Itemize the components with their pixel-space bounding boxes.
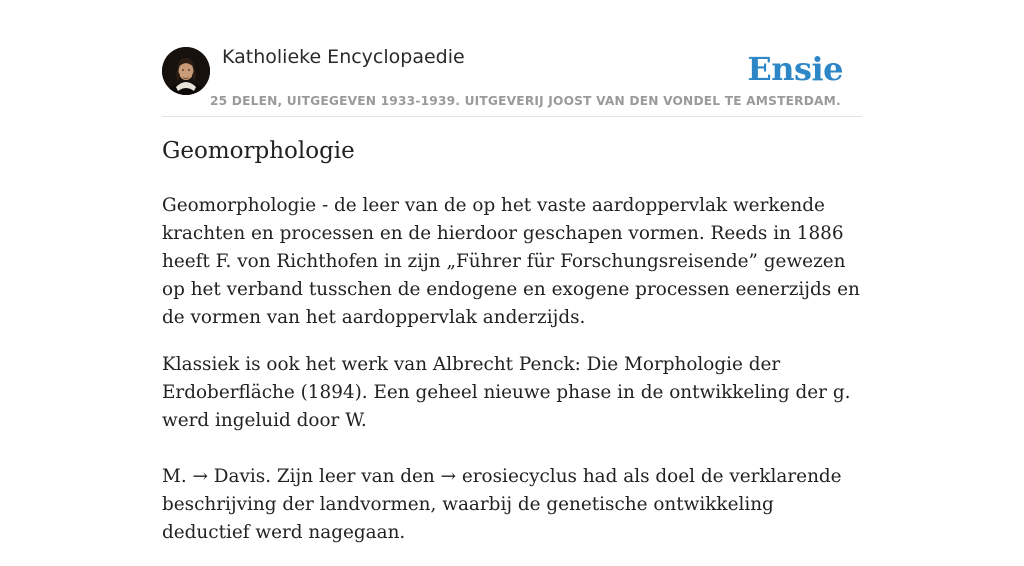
- book-meta: 25 DELEN, UITGEGEVEN 1933-1939. UITGEVERIJ JOOST VAN DEN VONDEL TE AMSTERDAM.: [210, 94, 841, 108]
- site-header: [162, 40, 862, 117]
- paragraph: Geomorphologie - de leer van de op het vaste aardoppervlak werkende krachten en processen en de hierdoor geschapen vormen. Reeds in 1886 heeft F. von Richthofen in zijn „Führer für Forschungsreisende” gewezen op het verband tusschen de endogene en exogene processen eenerzijds en de vormen van het aardoppervlak anderzijds.: [162, 195, 860, 328]
- paragraph: Klassiek is ook het werk van Albrecht Penck: Die Morphologie der Erdoberfläche (1894). Een geheel nieuwe phase in de ontwikkeling der g. werd ingeluid door W.: [162, 354, 851, 431]
- article-body: [162, 192, 862, 566]
- paragraph: M. → Davis. Zijn leer van den → erosiecyclus had als doel de verklarende beschrijving der landvormen, waarbij de genetische ontwikkeling deductief werd nagegaan.: [162, 466, 842, 543]
- book-title[interactable]: Katholieke Encyclopaedie: [222, 46, 465, 68]
- portrait-icon: [162, 47, 210, 95]
- brand-logo[interactable]: Ensie: [747, 50, 843, 88]
- page-title: Geomorphologie: [162, 138, 355, 164]
- avatar[interactable]: [162, 47, 210, 95]
